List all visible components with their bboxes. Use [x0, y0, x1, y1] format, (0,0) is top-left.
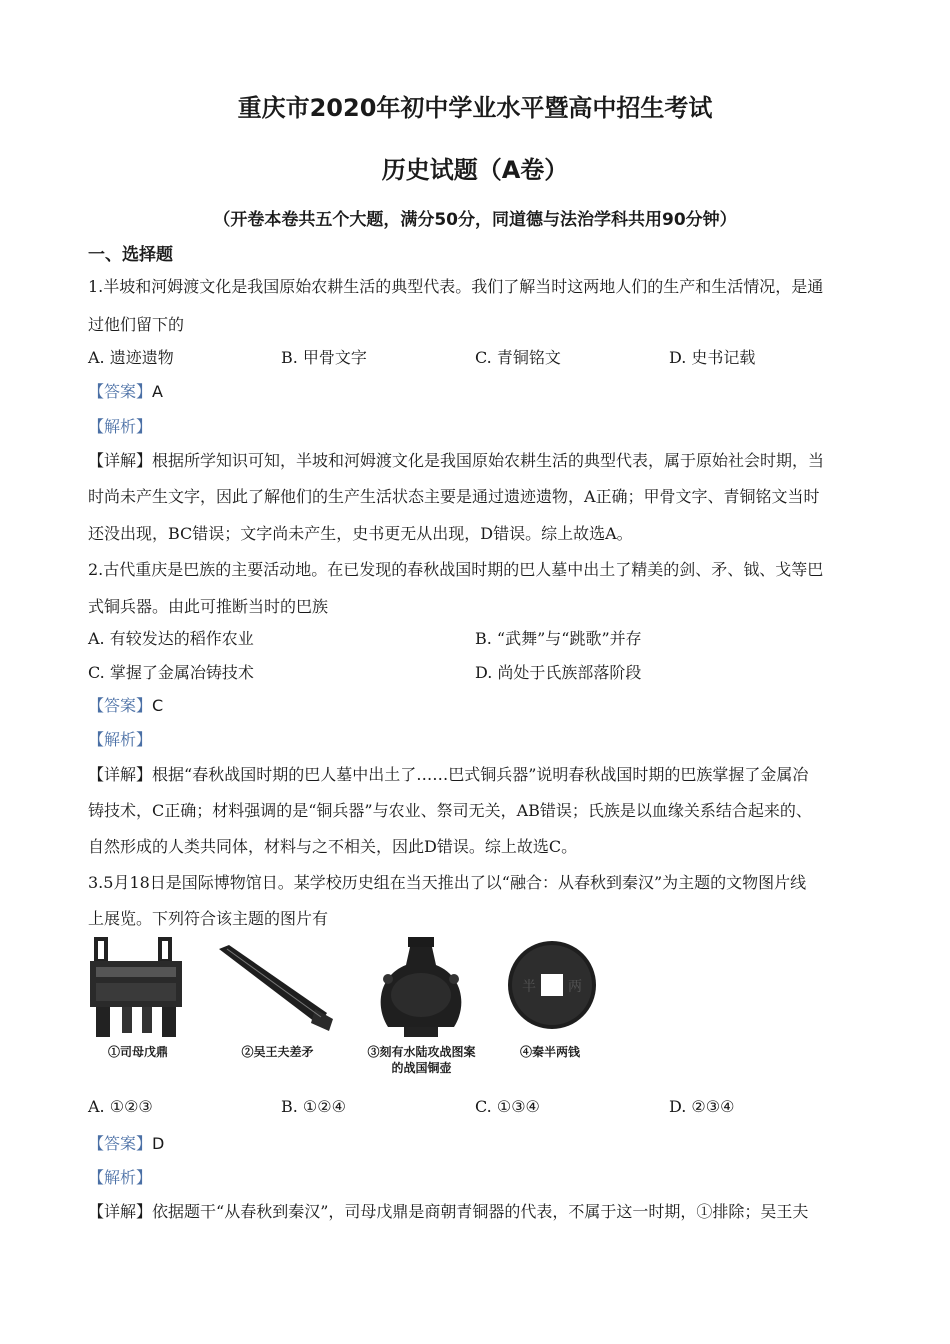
artifact-ding — [88, 935, 188, 1075]
detail-tag: 【详解】 — [88, 765, 153, 784]
q2-stem-line1: 2.古代重庆是巴族的主要活动地。在已发现的春秋战国时期的巴人墓中出土了精美的剑、矛、钺、戈等巴 — [88, 560, 824, 579]
svg-text:两: 两 — [568, 979, 582, 995]
q2-answer — [88, 693, 163, 716]
q3-stem-line1: 3.5月18日是国际博物馆日。某学校历史组在当天推出了以“融合：从春秋到秦汉”为主题的文物图片线 — [88, 873, 807, 892]
answer-value: C — [152, 696, 164, 715]
spear-icon — [215, 935, 340, 1040]
q1-detail-line3: 还没出现，BC错误；文字尚未产生，史书更无从出现，D错误。综上故选A。 — [88, 524, 633, 543]
q1-detail-line1 — [88, 448, 824, 471]
q2-option-b: B. “武舞”与“跳歌”并存 — [475, 629, 642, 648]
q1-detail-line2: 时尚未产生文字，因此了解他们的生产生活状态主要是通过遗迹遗物，A正确；甲骨文字、青铜铭文当时 — [88, 487, 820, 506]
q3-analysis-tag: 【解析】 — [88, 1168, 153, 1187]
q1-stem-line2: 过他们留下的 — [88, 315, 185, 334]
q2-detail-line2: 铸技术，C正确；材料强调的是“铜兵器”与农业、祭司无关，AB错误；氏族是以血缘关系结合起来的、 — [88, 801, 812, 820]
exam-note: （开卷本卷共五个大题，满分50分，同道德与法治学科共用90分钟） — [213, 210, 737, 230]
answer-tag: 【答案】 — [88, 382, 153, 401]
q3-option-c: C. ①③④ — [475, 1097, 540, 1116]
q2-option-a: A. 有较发达的稻作农业 — [88, 629, 254, 648]
section-title: 一、选择题 — [88, 245, 173, 265]
answer-value: A — [152, 382, 163, 401]
detail-tag: 【详解】 — [88, 451, 153, 470]
artifact-pot — [364, 935, 479, 1080]
artifact-coin — [500, 935, 600, 1075]
detail-text: 根据所学知识可知，半坡和河姆渡文化是我国原始农耕生活的典型代表，属于原始社会时期，当 — [152, 451, 825, 470]
answer-tag: 【答案】 — [88, 1134, 153, 1153]
answer-value: D — [152, 1134, 165, 1153]
caption-pot: ③刻有水陆攻战图案的战国铜壶 — [367, 1045, 476, 1075]
q3-option-d: D. ②③④ — [669, 1097, 735, 1116]
detail-text: 根据“春秋战国时期的巴人墓中出土了……巴式铜兵器”说明春秋战国时期的巴族掌握了金属冶 — [152, 765, 809, 784]
bronze-pot-icon — [364, 935, 479, 1040]
coin-icon — [500, 935, 600, 1040]
detail-tag: 【详解】 — [88, 1202, 153, 1221]
ding-vessel-icon — [88, 935, 188, 1040]
q3-option-a: A. ①②③ — [88, 1097, 153, 1116]
q3-stem-line2: 上展览。下列符合该主题的图片有 — [88, 909, 329, 928]
caption-ding: ①司母戊鼎 — [107, 1045, 168, 1059]
detail-text: 依据题干“从春秋到秦汉”，司母戊鼎是商朝青铜器的代表，不属于这一时期，①排除；吴王夫 — [152, 1202, 809, 1221]
caption-spear: ②吴王夫差矛 — [241, 1045, 314, 1059]
q3-option-b: B. ①②④ — [281, 1097, 346, 1116]
q1-stem-line1: 1.半坡和河姆渡文化是我国原始农耕生活的典型代表。我们了解当时这两地人们的生产和生活情况，是通 — [88, 277, 824, 296]
artifact-spear — [215, 935, 340, 1075]
caption-coin: ④秦半两钱 — [519, 1045, 580, 1059]
svg-text:半: 半 — [522, 979, 536, 995]
q2-detail-line3: 自然形成的人类共同体，材料与之不相关，因此D错误。综上故选C。 — [88, 837, 578, 856]
q1-option-a: A. 遗迹遗物 — [88, 348, 174, 367]
q2-option-d: D. 尚处于氏族部落阶段 — [475, 663, 642, 682]
q1-option-d: D. 史书记载 — [669, 348, 756, 367]
q1-option-c: C. 青铜铭文 — [475, 348, 561, 367]
q2-detail-line1 — [88, 762, 808, 785]
exam-title: 重庆市2020年初中学业水平暨高中招生考试 — [237, 94, 713, 122]
answer-tag: 【答案】 — [88, 696, 153, 715]
q1-analysis-tag: 【解析】 — [88, 417, 153, 436]
q3-detail-line1 — [88, 1199, 808, 1222]
q2-analysis-tag: 【解析】 — [88, 730, 153, 749]
q1-option-b: B. 甲骨文字 — [281, 348, 367, 367]
q2-option-c: C. 掌握了金属冶铸技术 — [88, 663, 254, 682]
exam-subtitle: 历史试题（A卷） — [381, 156, 569, 184]
q2-stem-line2: 式铜兵器。由此可推断当时的巴族 — [88, 597, 329, 616]
q3-answer — [88, 1131, 164, 1154]
q1-answer — [88, 379, 163, 402]
